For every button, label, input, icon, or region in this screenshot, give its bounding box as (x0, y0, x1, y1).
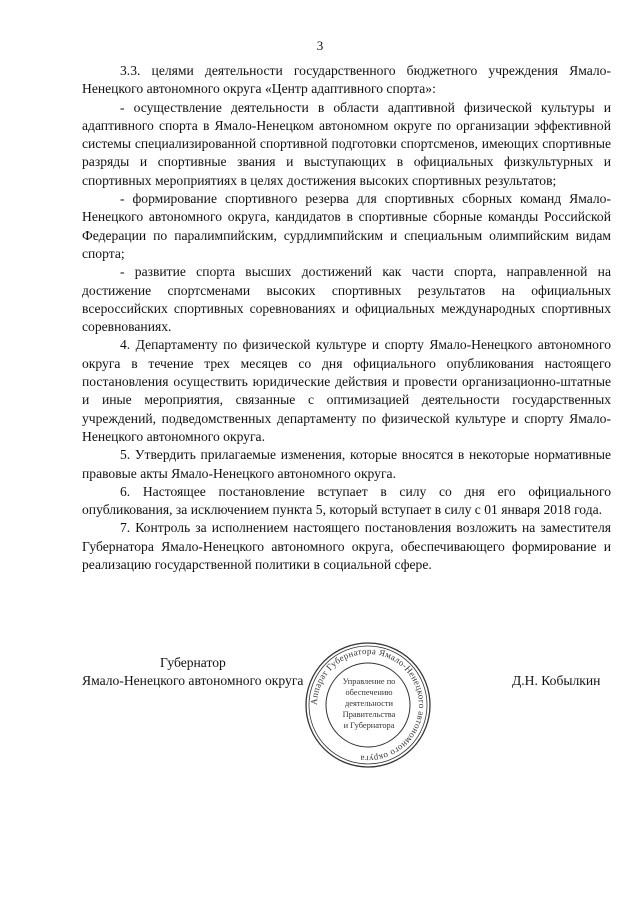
paragraph: - развитие спорта высших достижений как части спорта, направленной на достижение спортсменами высоких спортивных результатов на официальных всероссийских спортивных соревнованиях и официальных международных спортивных соревнованиях. (82, 264, 611, 335)
paragraph: 5. Утвердить прилагаемые изменения, которые вносятся в некоторые нормативные правовые акты Ямало-Ненецкого автономного округа. (82, 447, 611, 481)
paragraph: - осуществление деятельности в области адаптивной физической культуры и адаптивного спорта в Ямало-Ненецком автономном округе по организации эффективной системы специализированной спортивной подготовки спортсменов, имеющих спортивные разряды и спортивные звания и выступающих в официальных физкультурных и спортивных мероприятиях в целях достижения высоких спортивных результатов; (82, 99, 611, 188)
svg-text:Аппарат Губернатора Ямало-Нене: Аппарат Губернатора Ямало-Ненецкого автономного округа (308, 645, 428, 765)
paragraph: 7. Контроль за исполнением настоящего постановления возложить на заместителя Губернатора Ямало-Ненецкого автономного округа, обеспечивающего формирование и реализацию государственной политики в социальной сфере. (82, 520, 611, 573)
stamp-seal-icon (303, 640, 433, 770)
paragraph: 6. Настоящее постановление вступает в силу со дня его официального опубликования, за исключением пункта 5, который вступает в силу с 01 января 2018 года. (82, 483, 611, 518)
paragraph: 3.3. целями деятельности государственного бюджетного учреждения Ямало-Ненецкого автономного округа «Центр адаптивного спорта»: (82, 63, 611, 97)
signature-organization: Ямало-Ненецкого автономного округа (82, 673, 304, 688)
official-stamp (303, 640, 433, 770)
svg-text:Правительства: Правительства (342, 710, 396, 719)
svg-text:Управление по: Управление по (342, 677, 396, 686)
svg-text:деятельности: деятельности (345, 699, 393, 708)
signature-name: Д.Н. Кобылкин (512, 673, 601, 688)
signature-title: Губернатор (160, 655, 226, 670)
document-body (82, 62, 611, 574)
paragraph: - формирование спортивного резерва для спортивных сборных команд Ямало-Ненецкого автономного округа, кандидатов в спортивные сборные команды Российской Федерации по паралимпийским, сурдлимпийским и специальным олимпийским видам спорта; (82, 191, 611, 261)
page-number: 3 (316, 38, 324, 53)
svg-text:и Губернатора: и Губернатора (343, 721, 395, 730)
svg-text:обеспечению: обеспечению (345, 688, 393, 697)
paragraph: 4. Департаменту по физической культуре и спорту Ямало-Ненецкого автономного округа в течение трех месяцев со дня официального опубликования настоящего постановления осуществить юридические действия и провести организационно-штатные и иные мероприятия, связанные с оптимизацией деятельности государственных учреждений, подведомственных департаменту по физической культуре и спорту Ямало-Ненецкого автономного округа. (82, 337, 611, 444)
